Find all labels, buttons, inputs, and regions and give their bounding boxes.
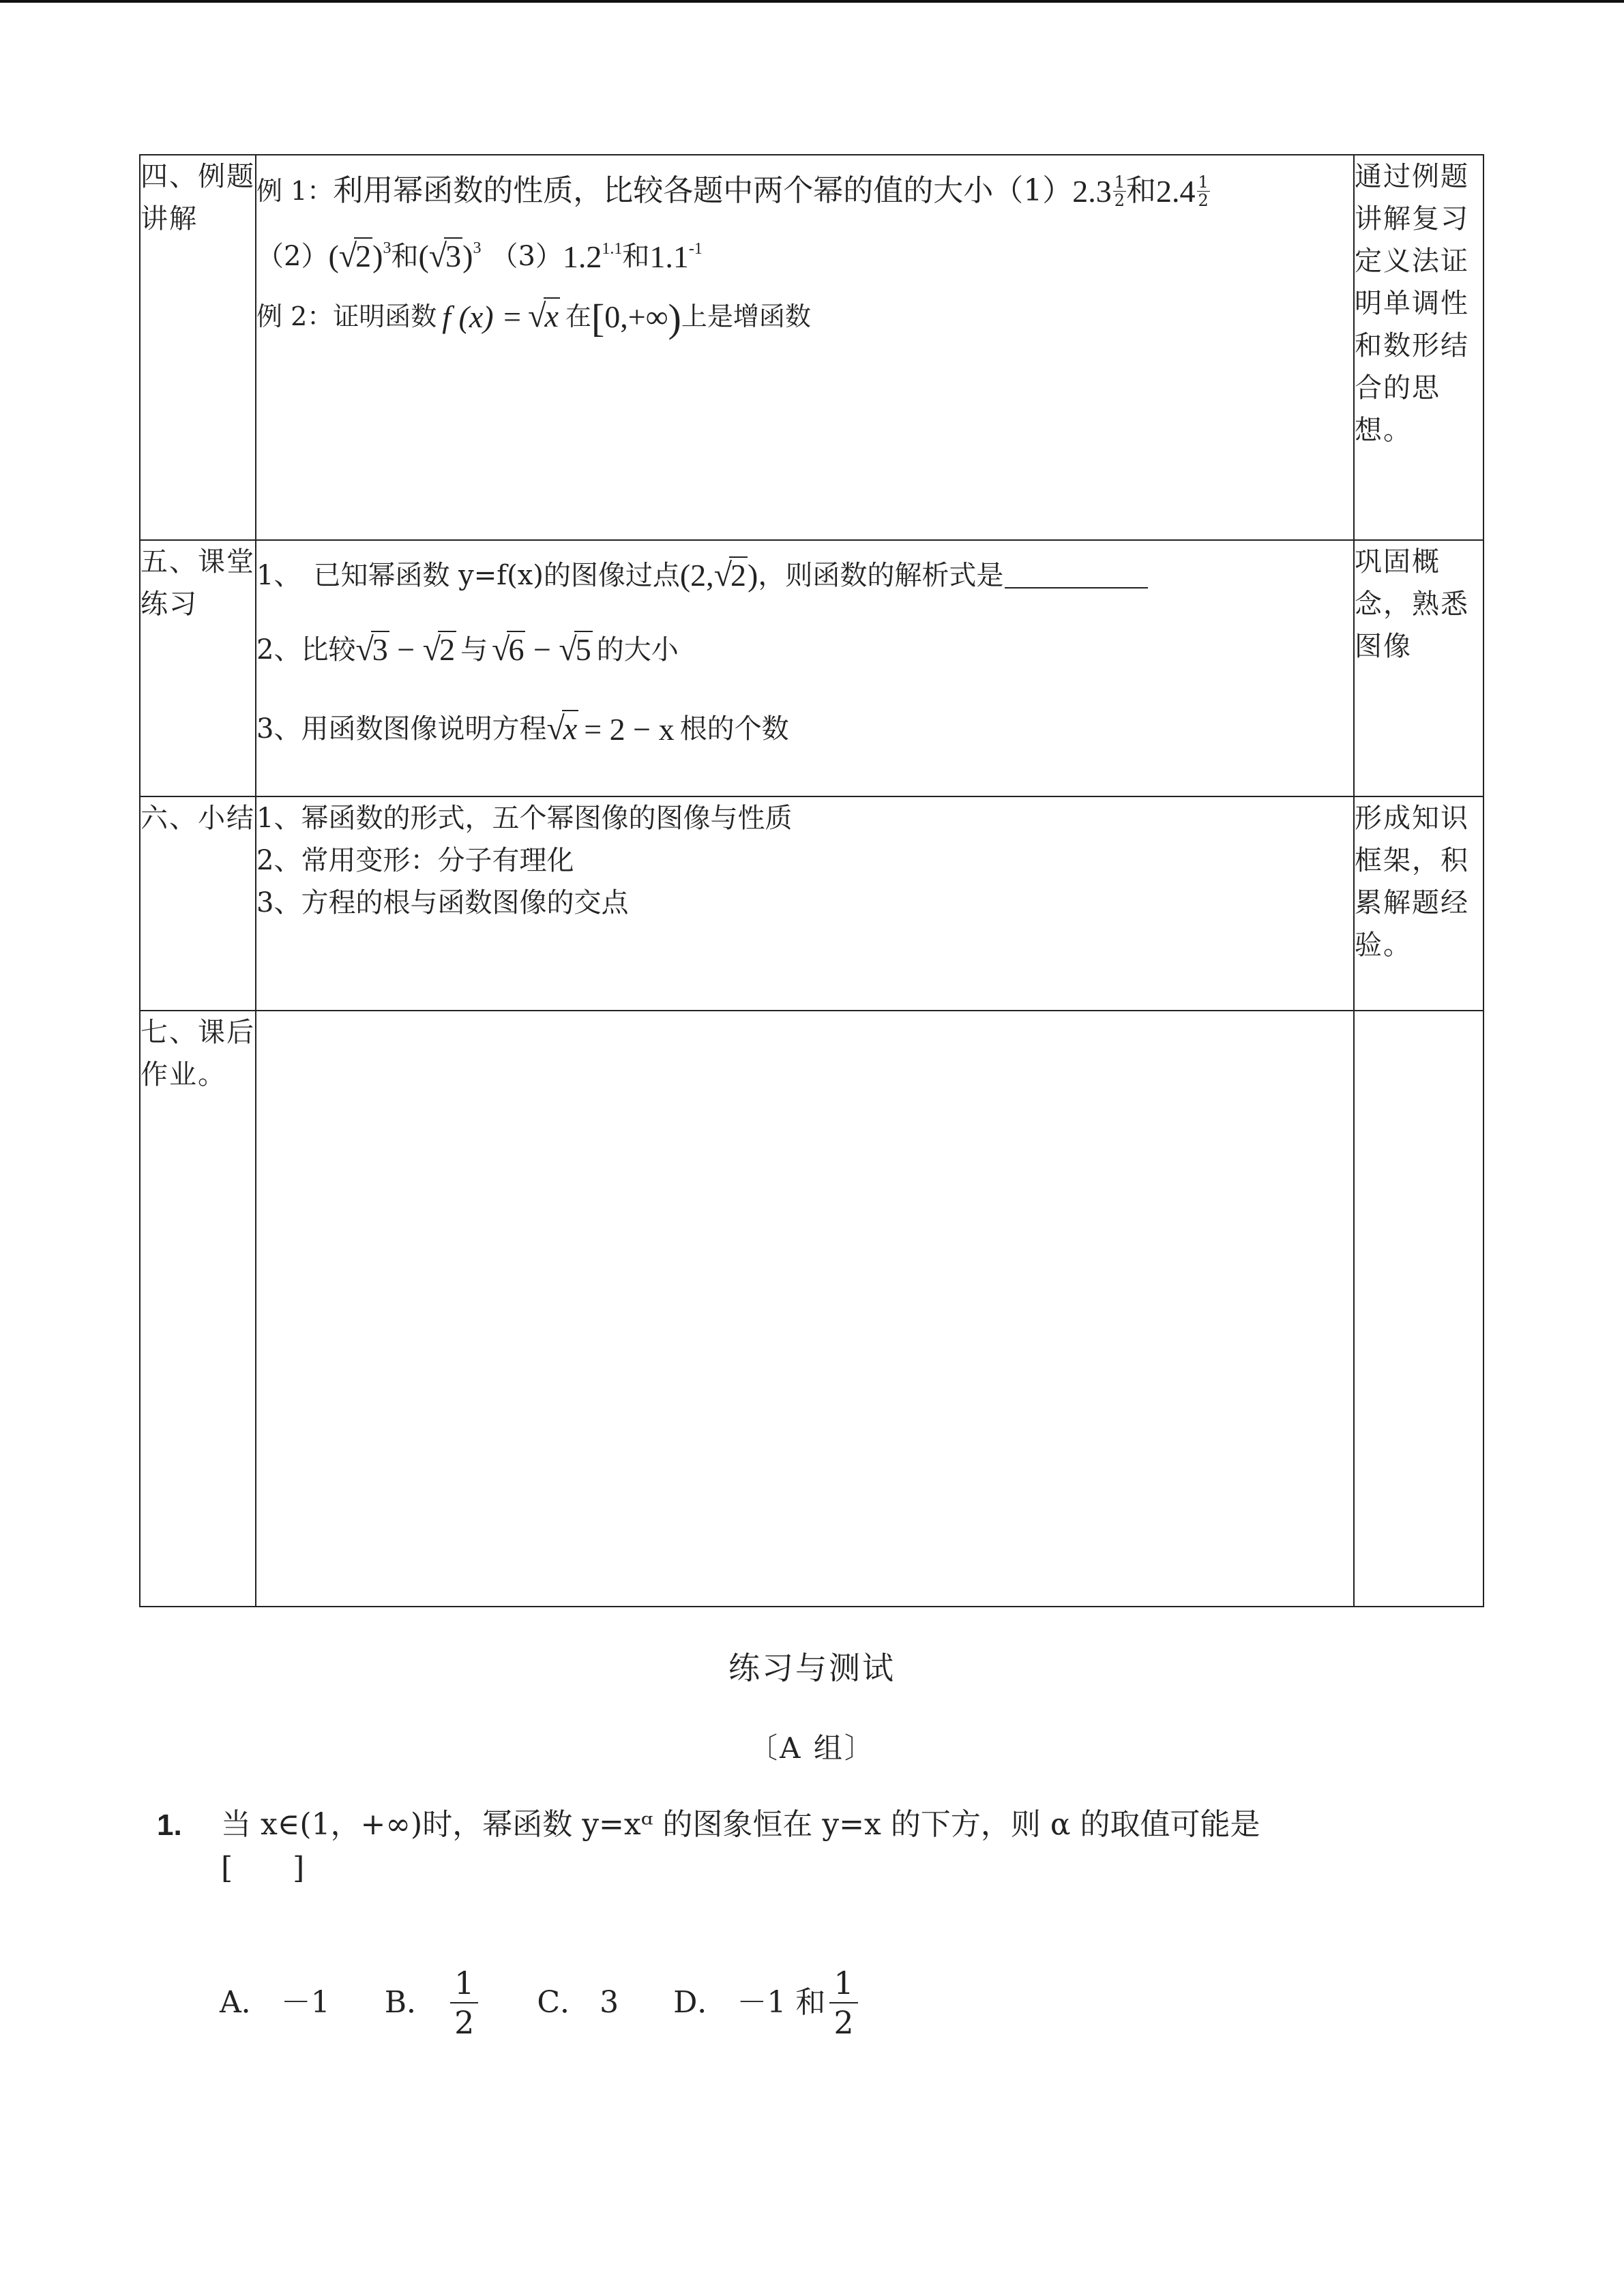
practice-2-num: 2、 bbox=[256, 634, 301, 666]
practice-1-text: 已知幂函数 y=f(x)的图像过点 bbox=[313, 560, 680, 591]
answer-blank bbox=[1005, 563, 1148, 588]
example-1-text: 利用幂函数的性质，比较各题中两个幂的值的大小（1） bbox=[333, 173, 1073, 208]
option-b-label: B． bbox=[384, 1985, 437, 2020]
stage-summary: 六、小结 bbox=[140, 796, 256, 1011]
practice-content bbox=[256, 540, 1354, 796]
option-b[interactable] bbox=[385, 1964, 483, 2042]
power-base-2-3: 2.3 bbox=[1072, 173, 1112, 209]
summary-line: 3、方程的根与函数图像的交点 bbox=[256, 887, 629, 919]
page-top-border bbox=[0, 0, 1624, 3]
example-2-line bbox=[256, 286, 1353, 346]
practice-2-text: 比较 bbox=[301, 634, 356, 666]
expr-sqrt3-minus-sqrt2: √3 − √2 bbox=[355, 631, 456, 668]
option-a[interactable] bbox=[220, 1980, 330, 2025]
sqrt2-cubed: $(√2)^3$ bbox=[328, 238, 392, 274]
row-practice bbox=[140, 540, 1483, 796]
power-1-2: $1.2^{1.1}$ bbox=[562, 239, 623, 274]
aim-practice: 巩固概念，熟悉图像 bbox=[1354, 540, 1483, 796]
question-1-text: 当 x∈(1，+∞)时，幂函数 y=xᵅ 的图象恒在 y=x 的下方，则 α 的取值可能是 bbox=[221, 1807, 1260, 1842]
exponent-half-2: $\frac{1}{2}$ bbox=[1198, 172, 1209, 210]
function-fx: f (x) = bbox=[442, 299, 523, 334]
option-d[interactable] bbox=[673, 1964, 862, 2042]
sqrt-x-equation: √x bbox=[546, 711, 578, 747]
power-1-1: $1.1^{-1}$ bbox=[649, 239, 703, 274]
practice-3-text: 用函数图像说明方程 bbox=[301, 713, 547, 745]
exponent-half-1: $\frac{1}{2}$ bbox=[1114, 172, 1125, 210]
section-title: 练习与测试 bbox=[728, 1650, 896, 1686]
and-word-1: 和 bbox=[1126, 173, 1157, 208]
answer-bracket: [ ] bbox=[221, 1851, 305, 1885]
practice-2-with: 与 bbox=[460, 634, 488, 666]
summary-line: 1、幂函数的形式，五个幂图像的图像与性质 bbox=[256, 803, 793, 834]
in-word: 在 bbox=[565, 301, 591, 331]
option-d-fraction: $\frac{1}{2}$ bbox=[829, 1964, 857, 2042]
example-1-line-2 bbox=[256, 226, 1353, 286]
example-1-line-1 bbox=[256, 155, 1353, 226]
practice-1-suffix: ，则函数的解析式是 bbox=[758, 560, 1004, 591]
stage-practice: 五、课堂练习 bbox=[140, 540, 256, 796]
option-d-value: －1 和 bbox=[737, 1985, 826, 2020]
interval: [0,+∞) bbox=[591, 295, 681, 340]
point-2-sqrt2: (2,√2) bbox=[679, 557, 758, 593]
power-base-2-4: 2.4 bbox=[1156, 173, 1196, 209]
practice-2-suffix: 的大小 bbox=[596, 634, 679, 666]
option-c[interactable] bbox=[537, 1980, 619, 2025]
group-title: 〔A 组〕 bbox=[749, 1731, 875, 1765]
practice-1-num: 1、 bbox=[256, 560, 301, 591]
homework-content bbox=[256, 1011, 1354, 1607]
aim-homework bbox=[1354, 1011, 1483, 1607]
aim-example: 通过例题讲解复习定义法证明单调性和数形结合的思想。 bbox=[1354, 155, 1483, 540]
option-a-label: A． bbox=[220, 1985, 271, 2020]
equation-rhs: = 2 − x bbox=[584, 711, 675, 747]
aim-summary: 形成知识框架，积累解题经验。 bbox=[1354, 796, 1483, 1011]
stage-homework: 七、课后作业。 bbox=[140, 1011, 256, 1607]
practice-2 bbox=[256, 610, 1353, 689]
part-3-label: （3） bbox=[490, 241, 563, 272]
question-1-number: 1. bbox=[157, 1808, 182, 1842]
and-word-2: 和 bbox=[391, 241, 419, 272]
expr-sqrt6-minus-sqrt5: √6 − √5 bbox=[492, 631, 591, 668]
lesson-plan-table bbox=[139, 154, 1484, 1607]
example-2-text: 证明函数 bbox=[333, 301, 437, 331]
option-c-label: C． bbox=[537, 1985, 591, 2020]
practice-3-num: 3、 bbox=[256, 713, 301, 745]
row-summary bbox=[140, 796, 1483, 1011]
sqrt3-cubed: $(√3)^3$ bbox=[418, 238, 482, 274]
option-b-fraction: $\frac{1}{2}$ bbox=[450, 1964, 478, 2042]
practice-3-suffix: 根的个数 bbox=[679, 713, 789, 745]
practice-3 bbox=[256, 689, 1353, 769]
sqrt-x: √x bbox=[528, 298, 559, 334]
summary-content bbox=[256, 796, 1354, 1011]
row-homework bbox=[140, 1011, 1483, 1607]
example-2-suffix: 上是增函数 bbox=[681, 301, 811, 331]
stage-example: 四、例题讲解 bbox=[140, 155, 256, 540]
summary-line: 2、常用变形：分子有理化 bbox=[256, 845, 574, 876]
option-a-value: －1 bbox=[280, 1985, 330, 2020]
row-example bbox=[140, 155, 1483, 540]
practice-1 bbox=[256, 541, 1353, 610]
option-d-label: D． bbox=[673, 1985, 728, 2020]
example-2-prefix: 例 2： bbox=[256, 301, 334, 331]
and-word-3: 和 bbox=[622, 241, 650, 272]
option-c-value: 3 bbox=[600, 1985, 619, 2020]
example-content bbox=[256, 155, 1354, 540]
part-2-label: （2） bbox=[256, 241, 329, 272]
example-1-prefix: 例 1： bbox=[256, 175, 334, 206]
question-1-options bbox=[220, 1964, 917, 2042]
